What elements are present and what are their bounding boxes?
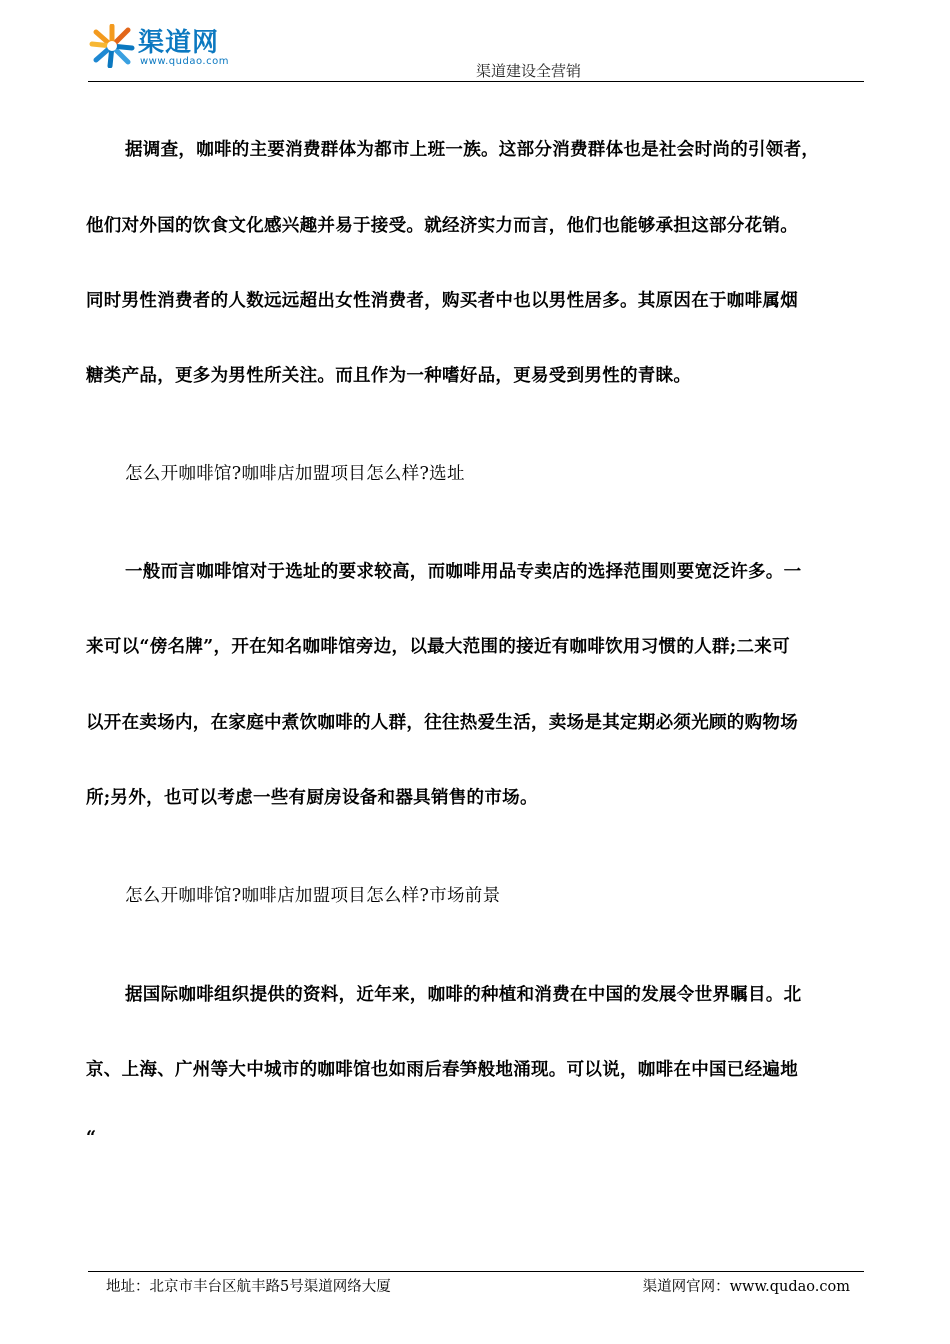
paragraph-line: 据调查，咖啡的主要消费群体为都市上班一族。这部分消费群体也是社会时尚的引领者， — [125, 140, 820, 160]
paragraph-line: 来可以“傍名牌”，开在知名咖啡馆旁边，以最大范围的接近有咖啡饮用习惯的人群;二来可 — [86, 637, 790, 657]
paragraph-line: 据国际咖啡组织提供的资料，近年来，咖啡的种植和消费在中国的发展令世界瞩目。北 — [125, 985, 802, 1005]
footer-website-link[interactable]: 渠道网官网：www.qudao.com — [642, 1279, 850, 1295]
header-divider — [88, 81, 864, 82]
paragraph-line: 以开在卖场内，在家庭中煮饮咖啡的人群，往往热爱生活，卖场是其定期必须光顾的购物场 — [86, 713, 798, 733]
section-heading: 怎么开咖啡馆?咖啡店加盟项目怎么样?选址 — [125, 464, 465, 484]
paragraph-line: 所;另外，也可以考虑一些有厨房设备和器具销售的市场。 — [86, 788, 538, 808]
footer-address: 地址：北京市丰台区航丰路5号渠道网络大厦 — [106, 1279, 391, 1295]
header-title: 渠道建设全营销 — [476, 62, 582, 80]
section-heading: 怎么开咖啡馆?咖啡店加盟项目怎么样?市场前景 — [125, 886, 501, 906]
footer-divider — [88, 1271, 864, 1272]
paragraph-line: 同时男性消费者的人数远远超出女性消费者，购买者中也以男性居多。其原因在于咖啡属烟 — [86, 291, 798, 311]
qudao-logo[interactable] — [88, 20, 288, 74]
paragraph-line: “ — [86, 1128, 97, 1148]
paragraph-line: 一般而言咖啡馆对于选址的要求较高，而咖啡用品专卖店的选择范围则要宽泛许多。一 — [125, 562, 802, 582]
paragraph-line: 京、上海、广州等大中城市的咖啡馆也如雨后春笋般地涌现。可以说，咖啡在中国已经遍地 — [86, 1060, 798, 1080]
logo-url-text: www.qudao.com — [140, 56, 229, 67]
paragraph-line: 他们对外国的饮食文化感兴趣并易于接受。就经济实力而言，他们也能够承担这部分花销。 — [86, 216, 798, 236]
logo-swirl-icon — [88, 24, 136, 68]
logo-wordmark: 渠道网 — [138, 28, 220, 58]
paragraph-line: 糖类产品，更多为男性所关注。而且作为一种嗜好品，更易受到男性的青睐。 — [86, 366, 692, 386]
page-header — [88, 20, 864, 82]
